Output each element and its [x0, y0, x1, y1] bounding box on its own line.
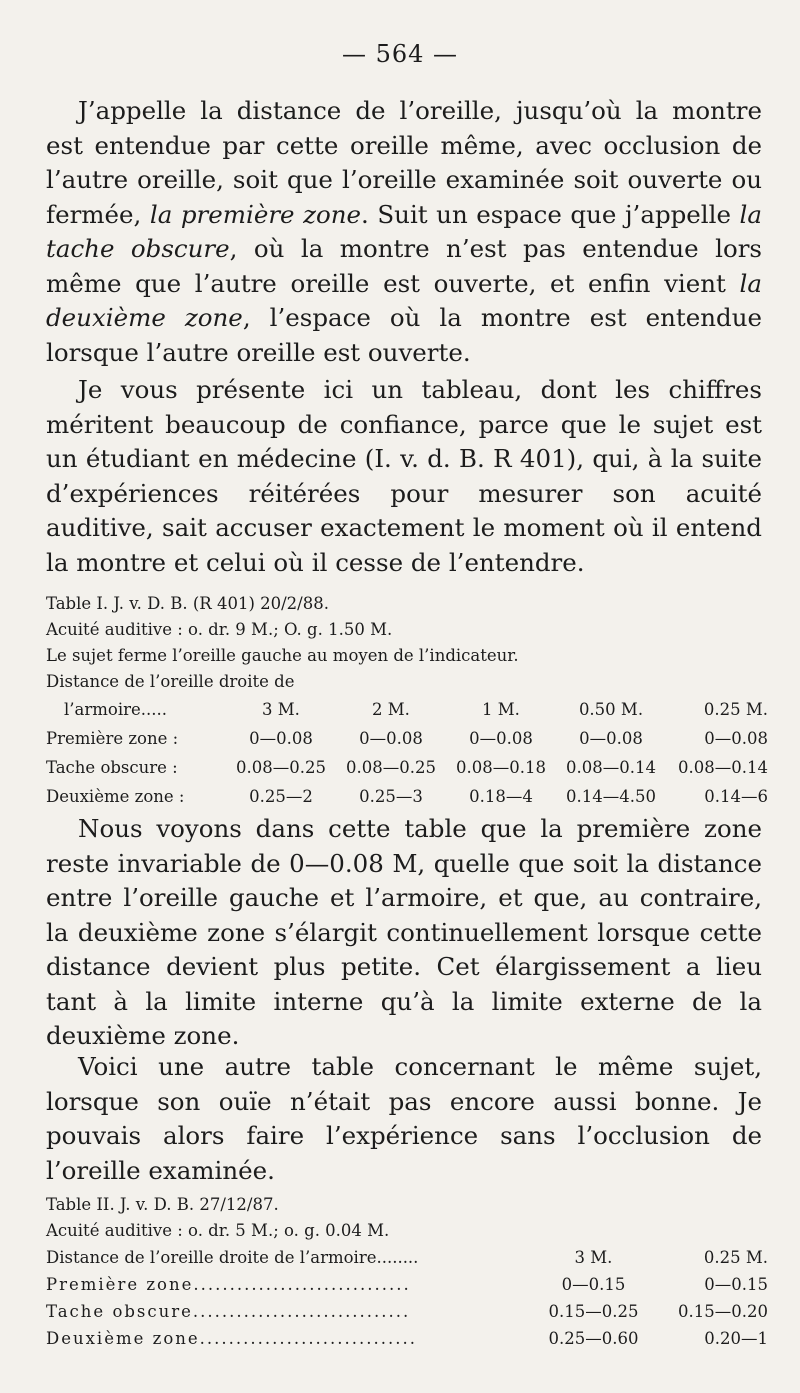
table-acuity: Acuité auditive : o. dr. 5 M.; o. g. 0.04 M. — [46, 1221, 390, 1240]
table-two — [46, 1192, 768, 1352]
row-label: Deuxième zone : — [46, 787, 185, 806]
table-cell: 0.25—3 — [359, 787, 423, 806]
table-note: Le sujet ferme l’oreille gauche au moyen de l’indicateur. — [46, 646, 519, 665]
table-acuity: Acuité auditive : o. dr. 9 M.; O. g. 1.50 M. — [46, 620, 393, 639]
paragraph-text: Nous voyons dans cette table que la première zone reste invariable de 0—0.08 M, quelle que soit la distance entre l’oreille gauche et l’armoire, et que, au contraire, la deuxième zone s’élargit continuellement lorsque cette distance devient plus petite. Cet élargissement a lieu tant à la limite interne qu’à la limite externe de la deuxième zone. — [46, 814, 762, 1050]
row-label: Première zone.............................. — [46, 1275, 411, 1294]
table-cell: 2 M. — [372, 700, 410, 719]
paragraph-table-discussion — [46, 812, 762, 1054]
paragraph-text: . Suit un espace que j’appelle — [361, 199, 740, 229]
table-cell: 0.08—0.18 — [456, 758, 546, 777]
table-cell: 0.15—0.25 — [548, 1302, 639, 1321]
table-cell: 0.50 M. — [578, 700, 644, 719]
table-cell: 0—0.15 — [704, 1275, 768, 1294]
table-cell: 0.25—0.60 — [548, 1329, 639, 1348]
table-cell: 0.08—0.25 — [236, 758, 326, 777]
paragraph-text: Voici une autre table concernant le même sujet, lorsque son ouïe n’était pas encore aussi bonne. Je pouvais alors faire l’expérience sans l’occlusion de l’oreille examinée. — [46, 1052, 762, 1185]
table-cell: 0.25—2 — [249, 787, 313, 806]
paragraph-text: , où la montre n’est pas entendue lors même que l’autre oreille est ouverte, et enfin vient — [46, 234, 762, 298]
table-row — [46, 1298, 768, 1325]
table-cell: 0—0.08 — [704, 729, 768, 748]
italic-term: la première zone — [149, 199, 362, 229]
table-cell: 0—0.08 — [469, 729, 533, 748]
table-cell: 3 M. — [574, 1248, 613, 1267]
table-row — [46, 753, 768, 782]
italic-term: la tache obscure — [46, 199, 762, 263]
table-cell: 0.25 M. — [703, 700, 768, 719]
table-row — [46, 1325, 768, 1352]
table-cell: 0—0.08 — [249, 729, 313, 748]
table-cell: 0.08—0.14 — [678, 758, 768, 777]
table-cell: 0.14—6 — [704, 787, 768, 806]
row-label: Tache obscure : — [46, 758, 178, 777]
table-cell: 0.18—4 — [469, 787, 533, 806]
paragraph-second-table-intro — [46, 1050, 762, 1188]
table-caption: Table I. J. v. D. B. (R 401) 20/2/88. — [46, 594, 329, 613]
table-cell: 0—0.08 — [579, 729, 643, 748]
row-label: Première zone : — [46, 729, 179, 748]
table-caption: Table II. J. v. D. B. 27/12/87. — [46, 1195, 279, 1214]
table-cell: 0.14—4.50 — [566, 787, 656, 806]
table-row — [46, 1271, 768, 1298]
row-label: Distance de l’oreille droite de l’armoire........ — [46, 1248, 419, 1267]
row-label: Deuxième zone.............................. — [46, 1329, 417, 1348]
table-row — [46, 724, 768, 753]
table-cell: 1 M. — [482, 700, 520, 719]
table-row — [46, 695, 768, 724]
table-cell: 0.15—0.20 — [678, 1302, 768, 1321]
paragraph-text: J’appelle la distance de l’oreille, jusqu’où la montre est entendue par cette oreille même, avec occlusion de l’autre oreille, soit que l’oreille examinée soit ouverte ou fermée, — [46, 96, 762, 229]
table-distance-label: Distance de l’oreille droite de — [46, 672, 295, 691]
paragraph-zones-definition — [46, 94, 762, 370]
table-row — [46, 1244, 768, 1271]
table-one — [46, 591, 768, 811]
table-cell: 0.08—0.14 — [566, 758, 656, 777]
row-label: Tache obscure.............................. — [46, 1302, 411, 1321]
table-cell: 0.08—0.25 — [346, 758, 436, 777]
table-cell: 3 M. — [262, 700, 300, 719]
paragraph-text: , l’espace où la montre est entendue lorsque l’autre oreille est ouverte. — [46, 303, 762, 367]
paragraph-table-intro — [46, 373, 762, 580]
paragraph-text: Je vous présente ici un tableau, dont les chiffres méritent beaucoup de confiance, parce que le sujet est un étudiant en médecine (I. v. d. B. R 401), qui, à la suite d’expériences réitérées pour mesurer son acuité auditive, sait accuser exactement le moment où il entend la montre et celui où il cesse de l’entendre. — [46, 375, 762, 577]
table-cell: 0—0.15 — [561, 1275, 626, 1294]
table-row — [46, 782, 768, 811]
row-label: l’armoire..... — [64, 700, 167, 719]
italic-term: la deuxième zone — [46, 268, 762, 332]
table-cell: 0—0.08 — [359, 729, 423, 748]
table-cell: 0.20—1 — [704, 1329, 768, 1348]
page-number: — 564 — — [341, 40, 459, 68]
table-cell: 0.25 M. — [703, 1248, 768, 1267]
